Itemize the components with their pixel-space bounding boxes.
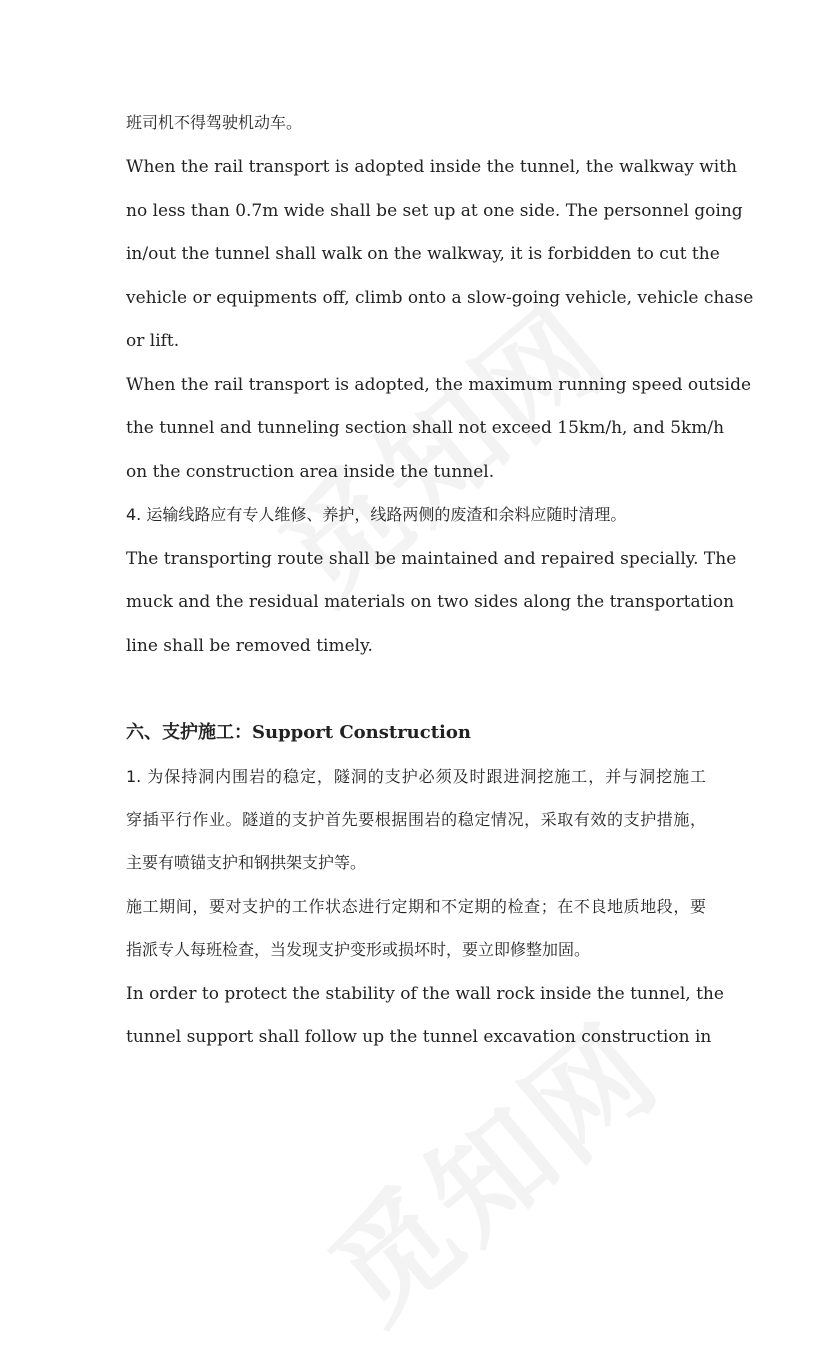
paragraph-line: When the rail transport is adopted, the maximum running speed outside — [126, 375, 752, 395]
paragraph-line: 主要有喷锚支护和钢拱架支护等。 — [126, 853, 367, 872]
watermark — [239, 259, 639, 634]
paragraph-line: 1. 为保持洞内围岩的稳定，隧洞的支护必须及时跟进洞挖施工，并与洞挖施工 — [126, 767, 706, 786]
paragraph-line: 指派专人每班检查，当发现支护变形或损坏时，要立即修整加固。 — [126, 940, 591, 959]
paragraph-line: When the rail transport is adopted inside the tunnel, the walkway with — [126, 157, 737, 177]
paragraph-line: 4. 运输线路应有专人维修、养护，线路两侧的废渣和余料应随时清理。 — [126, 505, 627, 524]
paragraph-line: on the construction area inside the tunnel. — [126, 462, 495, 482]
paragraph-line: vehicle or equipments off, climb onto a slow-going vehicle, vehicle chase — [126, 288, 754, 308]
paragraph-line: 施工期间，要对支护的工作状态进行定期和不定期的检查；在不良地质地段，要 — [126, 897, 706, 916]
paragraph-line: the tunnel and tunneling section shall not exceed 15km/h, and 5km/h — [126, 418, 725, 438]
paragraph-line: or lift. — [126, 331, 180, 351]
paragraph-line: The transporting route shall be maintained and repaired specially. The — [126, 549, 737, 569]
paragraph-line: no less than 0.7m wide shall be set up at one side. The personnel going — [126, 201, 743, 221]
paragraph-line: tunnel support shall follow up the tunnel excavation construction in — [126, 1027, 712, 1047]
paragraph-line: 穿插平行作业。隧道的支护首先要根据围岩的稳定情况，采取有效的支护措施， — [126, 810, 706, 829]
section-heading: 六、支护施工：Support Construction — [126, 722, 471, 743]
paragraph-line: In order to protect the stability of the wall rock inside the tunnel, the — [126, 984, 724, 1004]
paragraph-line: in/out the tunnel shall walk on the walkway, it is forbidden to cut the — [126, 244, 720, 264]
paragraph-line: muck and the residual materials on two sides along the transportation — [126, 592, 735, 612]
paragraph-line: 班司机不得驾驶机动车。 — [126, 113, 303, 132]
paragraph-line: line shall be removed timely. — [126, 636, 373, 656]
